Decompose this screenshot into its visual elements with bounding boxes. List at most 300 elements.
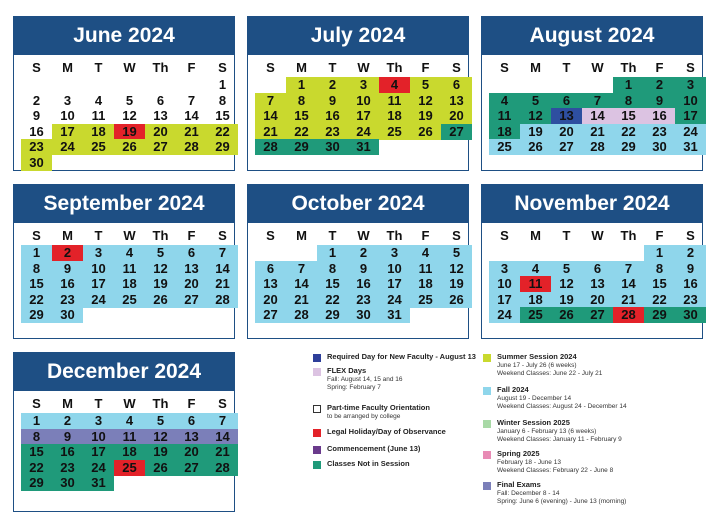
day-cell: 5 xyxy=(520,93,551,109)
day-cell: 15 xyxy=(21,276,52,292)
day-cell: 14 xyxy=(613,276,644,292)
weekday-label: M xyxy=(296,60,307,75)
day-cell: 21 xyxy=(207,276,238,292)
day-cell: 29 xyxy=(613,139,644,155)
weekday-label: F xyxy=(655,60,664,75)
legend-swatch-icon xyxy=(483,354,491,362)
day-cell: 8 xyxy=(218,92,227,108)
day-cell: 17 xyxy=(83,444,114,460)
day-cell: 14 xyxy=(184,108,199,123)
month-title: June 2024 xyxy=(14,17,234,55)
day-cell: 14 xyxy=(582,108,613,124)
legend-detail: to be arranged by college xyxy=(327,412,401,420)
day-cell: 15 xyxy=(21,444,52,460)
day-cell: 26 xyxy=(410,124,441,140)
day-cell: 3 xyxy=(675,77,706,93)
day-cell: 24 xyxy=(675,124,706,140)
day-cell: 2 xyxy=(348,245,379,261)
day-cell: 6 xyxy=(176,413,207,429)
day-cell: 17 xyxy=(489,292,520,308)
weekday-label: M xyxy=(62,228,73,243)
day-cell: 3 xyxy=(83,413,114,429)
day-cell: 6 xyxy=(156,92,165,108)
day-cell: 21 xyxy=(582,124,613,140)
weekday-label: S xyxy=(686,228,695,243)
day-cell: 4 xyxy=(489,93,520,109)
day-cell: 16 xyxy=(317,108,348,124)
legend-swatch-icon xyxy=(313,405,321,413)
weekday-label: M xyxy=(62,60,73,75)
legend-title: Summer Session 2024 xyxy=(497,352,577,361)
weekday-label: W xyxy=(123,396,136,411)
weekday-label: S xyxy=(266,228,275,243)
day-cell: 19 xyxy=(145,444,176,460)
weekday-label: W xyxy=(357,228,370,243)
weekday-label: M xyxy=(62,396,73,411)
day-cell: 22 xyxy=(644,292,675,308)
day-cell: 22 xyxy=(207,124,238,140)
day-cell: 23 xyxy=(52,460,83,476)
legend-swatch-icon xyxy=(313,461,321,469)
day-cell: 8 xyxy=(286,93,317,109)
day-cell: 18 xyxy=(520,292,551,308)
legend-detail: June 17 - July 26 (6 weeks) xyxy=(497,361,577,369)
day-cell: 21 xyxy=(207,444,238,460)
day-cell: 27 xyxy=(255,307,286,323)
day-cell: 25 xyxy=(489,139,520,155)
day-cell: 30 xyxy=(52,307,83,323)
day-cell: 5 xyxy=(145,245,176,261)
day-cell: 11 xyxy=(489,108,520,124)
day-cell: 6 xyxy=(176,245,207,261)
day-cell: 19 xyxy=(441,276,472,292)
day-cell: 22 xyxy=(21,292,52,308)
day-cell: 20 xyxy=(582,292,613,308)
day-cell: 8 xyxy=(613,93,644,109)
day-cell: 10 xyxy=(379,261,410,277)
day-cell: 26 xyxy=(145,460,176,476)
day-cell: 13 xyxy=(255,276,286,292)
day-cell: 27 xyxy=(176,292,207,308)
day-cell: 20 xyxy=(176,276,207,292)
day-cell: 12 xyxy=(410,93,441,109)
day-cell: 7 xyxy=(286,261,317,277)
month-december xyxy=(13,352,235,512)
weekday-label: S xyxy=(218,228,227,243)
day-cell: 15 xyxy=(215,108,230,123)
day-cell: 18 xyxy=(489,124,520,140)
day-cell: 3 xyxy=(379,245,410,261)
day-cell: 25 xyxy=(520,307,551,323)
day-cell: 18 xyxy=(379,108,410,124)
day-cell: 24 xyxy=(348,124,379,140)
day-cell: 9 xyxy=(317,93,348,109)
day-cell: 18 xyxy=(410,276,441,292)
day-cell: 28 xyxy=(613,307,644,323)
weekday-label: S xyxy=(686,60,695,75)
day-cell: 28 xyxy=(582,139,613,155)
day-cell: 1 xyxy=(21,245,52,261)
day-cell: 14 xyxy=(286,276,317,292)
day-cell: 12 xyxy=(441,261,472,277)
day-cell: 4 xyxy=(379,77,410,93)
day-cell: 13 xyxy=(551,108,582,124)
day-cell: 11 xyxy=(114,261,145,277)
day-cell: 26 xyxy=(551,307,582,323)
weekday-label: T xyxy=(328,228,337,243)
day-cell: 3 xyxy=(83,245,114,261)
day-cell: 17 xyxy=(348,108,379,124)
day-cell: 30 xyxy=(675,307,706,323)
day-cell: 28 xyxy=(255,139,286,155)
day-cell: 1 xyxy=(613,77,644,93)
day-cell: 18 xyxy=(114,444,145,460)
weekday-label: M xyxy=(530,228,541,243)
legend-title: Final Exams xyxy=(497,480,541,489)
day-cell: 1 xyxy=(218,77,227,92)
day-cell: 2 xyxy=(32,92,41,108)
weekday-label: F xyxy=(421,60,430,75)
legend-detail: Weekend Classes: February 22 - June 8 xyxy=(497,467,614,474)
day-cell: 24 xyxy=(379,292,410,308)
legend-title: Legal Holiday/Day of Observance xyxy=(327,427,446,436)
day-cell: 31 xyxy=(348,139,379,155)
day-cell: 11 xyxy=(91,108,106,123)
day-cell: 23 xyxy=(317,124,348,140)
day-cell: 31 xyxy=(83,475,114,491)
day-cell: 8 xyxy=(21,261,52,277)
legend-title: Winter Session 2025 xyxy=(497,418,570,427)
month-november xyxy=(481,184,703,339)
legend-title: Commencement (June 13) xyxy=(327,444,421,453)
day-cell: 30 xyxy=(644,139,675,155)
day-cell: 31 xyxy=(379,307,410,323)
month-title: July 2024 xyxy=(248,17,468,55)
day-cell: 18 xyxy=(114,276,145,292)
legend-detail: Fall: August 14, 15 and 16 xyxy=(327,375,403,383)
month-title: November 2024 xyxy=(482,185,702,223)
legend-detail: Weekend Classes: January 11 - February 9 xyxy=(497,436,622,443)
day-cell: 11 xyxy=(520,276,551,292)
weekday-label: T xyxy=(328,60,337,75)
weekday-label: Th xyxy=(152,396,169,411)
month-august xyxy=(481,16,703,171)
day-cell: 5 xyxy=(410,77,441,93)
day-cell: 7 xyxy=(207,413,238,429)
day-cell: 18 xyxy=(83,124,114,140)
day-cell: 21 xyxy=(176,124,207,140)
weekday-label: T xyxy=(94,228,103,243)
day-cell: 9 xyxy=(348,261,379,277)
day-cell: 16 xyxy=(52,276,83,292)
legend-swatch-icon xyxy=(483,420,491,428)
day-cell: 24 xyxy=(52,139,83,155)
month-title: September 2024 xyxy=(14,185,234,223)
day-cell: 19 xyxy=(410,108,441,124)
weekday-label: S xyxy=(218,396,227,411)
weekday-label: F xyxy=(187,396,196,411)
day-cell: 9 xyxy=(675,261,706,277)
day-cell: 12 xyxy=(145,429,176,445)
day-cell: 16 xyxy=(675,276,706,292)
legend-detail: Fall: December 8 - 14 xyxy=(497,489,560,497)
day-cell: 21 xyxy=(286,292,317,308)
legend-detail: January 6 - February 13 (6 weeks) xyxy=(497,427,597,435)
day-cell: 27 xyxy=(582,307,613,323)
day-cell: 13 xyxy=(176,261,207,277)
weekday-label: W xyxy=(123,228,136,243)
legend-detail: Spring: February 7 xyxy=(327,384,381,391)
day-cell: 22 xyxy=(613,124,644,140)
day-cell: 20 xyxy=(145,124,176,140)
day-cell: 28 xyxy=(207,292,238,308)
weekday-label: W xyxy=(123,60,136,75)
day-cell: 16 xyxy=(52,444,83,460)
day-cell: 12 xyxy=(551,276,582,292)
day-cell: 8 xyxy=(21,429,52,445)
day-cell: 22 xyxy=(317,292,348,308)
day-cell: 7 xyxy=(582,93,613,109)
legend-detail: Weekend Classes: June 22 - July 21 xyxy=(497,370,603,377)
day-cell: 3 xyxy=(489,261,520,277)
legend-detail: February 18 - June 13 xyxy=(497,458,561,466)
weekday-label: Th xyxy=(386,60,403,75)
weekday-label: T xyxy=(562,228,571,243)
day-cell: 28 xyxy=(207,460,238,476)
day-cell: 2 xyxy=(675,245,706,261)
weekday-label: S xyxy=(218,60,227,75)
day-cell: 6 xyxy=(255,261,286,277)
day-cell: 23 xyxy=(675,292,706,308)
day-cell: 29 xyxy=(286,139,317,155)
day-cell: 31 xyxy=(675,139,706,155)
day-cell: 16 xyxy=(348,276,379,292)
day-cell: 1 xyxy=(317,245,348,261)
day-cell: 22 xyxy=(286,124,317,140)
day-cell: 8 xyxy=(644,261,675,277)
day-cell: 13 xyxy=(582,276,613,292)
legend-title: Classes Not in Session xyxy=(327,459,410,468)
month-june xyxy=(13,16,235,171)
day-cell: 26 xyxy=(114,139,145,155)
weekday-label: F xyxy=(187,228,196,243)
legend-detail: August 19 - December 14 xyxy=(497,394,572,402)
day-cell: 3 xyxy=(63,92,72,108)
day-cell: 20 xyxy=(176,444,207,460)
day-cell: 3 xyxy=(348,77,379,93)
day-cell: 29 xyxy=(21,307,52,323)
day-cell: 19 xyxy=(114,124,145,140)
month-title: August 2024 xyxy=(482,17,702,55)
day-cell: 2 xyxy=(52,413,83,429)
day-cell: 20 xyxy=(551,124,582,140)
day-cell: 12 xyxy=(520,108,551,124)
day-cell: 17 xyxy=(52,124,83,140)
legend-swatch-icon xyxy=(313,429,321,437)
day-cell: 23 xyxy=(21,139,52,155)
day-cell: 10 xyxy=(489,276,520,292)
legend-title: Fall 2024 xyxy=(497,385,529,394)
legend-title: Part-time Faculty Orientation xyxy=(327,403,430,412)
day-cell: 15 xyxy=(286,108,317,124)
day-cell: 22 xyxy=(21,460,52,476)
month-october xyxy=(247,184,469,339)
day-cell: 19 xyxy=(520,124,551,140)
weekday-label: S xyxy=(266,60,275,75)
day-cell: 30 xyxy=(348,307,379,323)
day-cell: 13 xyxy=(153,108,168,123)
legend-title: Spring 2025 xyxy=(497,449,540,458)
weekday-label: F xyxy=(421,228,430,243)
day-cell: 27 xyxy=(441,124,472,140)
day-cell: 6 xyxy=(551,93,582,109)
day-cell: 5 xyxy=(441,245,472,261)
day-cell: 13 xyxy=(441,93,472,109)
day-cell: 20 xyxy=(441,108,472,124)
day-cell: 23 xyxy=(52,292,83,308)
weekday-label: T xyxy=(94,396,103,411)
day-cell: 25 xyxy=(114,292,145,308)
weekday-label: S xyxy=(500,60,509,75)
weekday-label: M xyxy=(296,228,307,243)
day-cell: 24 xyxy=(83,292,114,308)
legend-detail: Spring: June 6 (evening) - June 13 (morning) xyxy=(497,498,627,505)
weekday-label: F xyxy=(187,60,196,75)
day-cell: 28 xyxy=(176,139,207,155)
weekday-label: F xyxy=(655,228,664,243)
weekday-label: Th xyxy=(152,60,169,75)
weekday-label: Th xyxy=(386,228,403,243)
day-cell: 29 xyxy=(207,139,238,155)
day-cell: 10 xyxy=(675,93,706,109)
day-cell: 7 xyxy=(207,245,238,261)
day-cell: 1 xyxy=(21,413,52,429)
day-cell: 28 xyxy=(286,307,317,323)
day-cell: 29 xyxy=(644,307,675,323)
day-cell: 5 xyxy=(551,261,582,277)
weekday-label: W xyxy=(357,60,370,75)
day-cell: 15 xyxy=(644,276,675,292)
day-cell: 10 xyxy=(348,93,379,109)
weekday-label: Th xyxy=(620,60,637,75)
month-title: October 2024 xyxy=(248,185,468,223)
weekday-label: S xyxy=(32,60,41,75)
day-cell: 29 xyxy=(21,475,52,491)
day-cell: 19 xyxy=(551,292,582,308)
day-cell: 10 xyxy=(83,429,114,445)
weekday-label: M xyxy=(530,60,541,75)
legend-swatch-icon xyxy=(313,368,321,376)
day-cell: 6 xyxy=(582,261,613,277)
day-cell: 21 xyxy=(255,124,286,140)
weekday-label: T xyxy=(94,60,103,75)
day-cell: 24 xyxy=(489,307,520,323)
day-cell: 1 xyxy=(644,245,675,261)
day-cell: 6 xyxy=(441,77,472,93)
day-cell: 7 xyxy=(613,261,644,277)
legend-swatch-icon xyxy=(483,451,491,459)
day-cell: 7 xyxy=(255,93,286,109)
legend-swatch-icon xyxy=(483,387,491,395)
legend-swatch-icon xyxy=(313,354,321,362)
legend-swatch-icon xyxy=(483,482,491,490)
weekday-label: Th xyxy=(620,228,637,243)
day-cell: 17 xyxy=(379,276,410,292)
legend-title: FLEX Days xyxy=(327,366,367,375)
day-cell: 25 xyxy=(114,460,145,476)
month-july xyxy=(247,16,469,171)
day-cell: 30 xyxy=(52,475,83,491)
day-cell: 15 xyxy=(317,276,348,292)
day-cell: 5 xyxy=(125,92,134,108)
day-cell: 12 xyxy=(145,261,176,277)
legend-detail: Weekend Classes: August 24 - December 14 xyxy=(497,403,627,410)
day-cell: 24 xyxy=(83,460,114,476)
day-cell: 2 xyxy=(52,245,83,261)
day-cell: 4 xyxy=(114,245,145,261)
day-cell: 2 xyxy=(317,77,348,93)
weekday-label: Th xyxy=(152,228,169,243)
weekday-label: S xyxy=(452,60,461,75)
month-title: December 2024 xyxy=(14,353,234,391)
day-cell: 16 xyxy=(644,108,675,124)
day-cell: 11 xyxy=(410,261,441,277)
day-cell: 23 xyxy=(348,292,379,308)
day-cell: 27 xyxy=(145,139,176,155)
day-cell: 4 xyxy=(410,245,441,261)
day-cell: 25 xyxy=(379,124,410,140)
day-cell: 17 xyxy=(675,108,706,124)
day-cell: 30 xyxy=(21,155,52,171)
month-september xyxy=(13,184,235,339)
day-cell: 1 xyxy=(286,77,317,93)
legend-swatch-icon xyxy=(313,446,321,454)
day-cell: 26 xyxy=(520,139,551,155)
day-cell: 19 xyxy=(145,276,176,292)
day-cell: 30 xyxy=(317,139,348,155)
day-cell: 2 xyxy=(644,77,675,93)
day-cell: 20 xyxy=(255,292,286,308)
day-cell: 17 xyxy=(83,276,114,292)
day-cell: 12 xyxy=(122,108,137,123)
day-cell: 14 xyxy=(255,108,286,124)
day-cell: 29 xyxy=(317,307,348,323)
day-cell: 4 xyxy=(94,92,103,108)
legend-title: Required Day for New Faculty - August 13 xyxy=(327,352,476,361)
day-cell: 16 xyxy=(29,123,44,139)
day-cell: 21 xyxy=(613,292,644,308)
day-cell: 9 xyxy=(52,429,83,445)
day-cell: 27 xyxy=(551,139,582,155)
day-cell: 25 xyxy=(410,292,441,308)
day-cell: 25 xyxy=(83,139,114,155)
day-cell: 14 xyxy=(207,429,238,445)
weekday-label: S xyxy=(452,228,461,243)
day-cell: 8 xyxy=(317,261,348,277)
day-cell: 15 xyxy=(613,108,644,124)
day-cell: 13 xyxy=(176,429,207,445)
weekday-label: S xyxy=(500,228,509,243)
day-cell: 26 xyxy=(145,292,176,308)
day-cell: 27 xyxy=(176,460,207,476)
day-cell: 7 xyxy=(187,92,196,108)
day-cell: 9 xyxy=(32,108,41,123)
day-cell: 14 xyxy=(207,261,238,277)
day-cell: 9 xyxy=(644,93,675,109)
day-cell: 23 xyxy=(644,124,675,140)
day-cell: 11 xyxy=(379,93,410,109)
weekday-label: T xyxy=(562,60,571,75)
